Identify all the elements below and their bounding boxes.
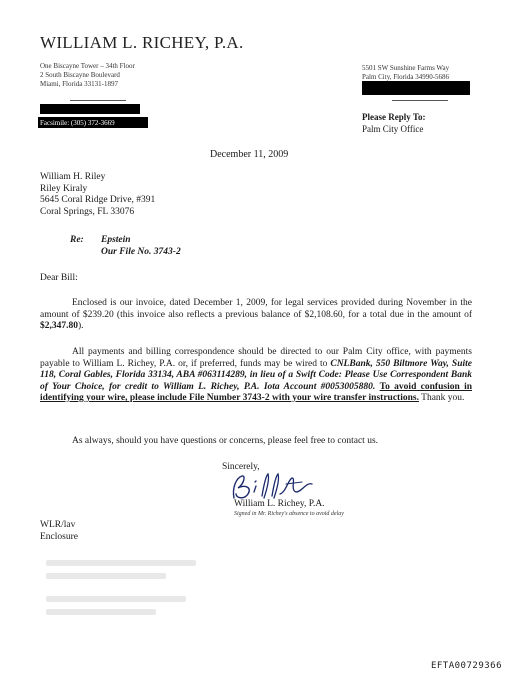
recipient-line: Coral Springs, FL 33076	[40, 206, 135, 217]
re-line: Epstein	[101, 235, 131, 245]
bleed-through-artifact	[46, 609, 156, 615]
recipient-line: William H. Riley	[40, 172, 106, 182]
firm-name: WILLIAM L. RICHEY, P.A.	[40, 33, 244, 52]
address-line: 2 South Biscayne Boulevard	[40, 71, 120, 79]
reply-to-block	[362, 111, 426, 135]
re-subject	[101, 235, 181, 258]
typist-initials-block	[40, 520, 78, 543]
bleed-through-artifact	[46, 560, 196, 566]
palm-city-office-address	[362, 64, 502, 82]
wire-bank-details: CNLBank, 550 Biltmore Way, Suite 118, Coral Gables, Florida 33134, ABA #063114289, in lieu of a Swift Code: Please Use Correspondent Bank of Your Choice, for credit to William L. Richey, P.A. Iota Account #0053005880.	[40, 358, 472, 392]
address-divider	[70, 100, 126, 101]
total-due-amount: $2,347.80	[40, 321, 78, 331]
signer-name: William L. Richey, P.A.	[234, 499, 325, 509]
redaction-bar	[362, 81, 470, 95]
paragraph-text: ).	[78, 321, 84, 331]
reply-office: Palm City Office	[362, 124, 424, 134]
bleed-through-artifact	[46, 573, 166, 579]
address-line: One Biscayne Tower – 34th Floor	[40, 62, 135, 70]
document-id: EFTA00729366	[430, 661, 502, 671]
typist-initials: WLR/lav	[40, 520, 76, 530]
recipient-address	[40, 172, 155, 218]
re-line: Our File No. 3743-2	[101, 246, 181, 257]
miami-office-address	[40, 62, 200, 89]
recipient-line: 5645 Coral Ridge Drive, #391	[40, 195, 156, 205]
facsimile-number: Facsimile: (305) 372-3669	[40, 119, 115, 127]
bleed-through-artifact	[46, 596, 186, 602]
enclosure-note: Enclosure	[40, 531, 78, 542]
reply-heading: Please Reply To:	[362, 112, 426, 122]
wire-reference-note: To avoid confusion in identifying your wire, please include File Number 3743-2 with your wire transfer instructions.	[40, 381, 472, 403]
closing-paragraph: As always, should you have questions or concerns, please feel free to contact us.	[72, 436, 379, 446]
letter-date: December 11, 2009	[210, 149, 289, 160]
address-line: Palm City, Florida 34990-5686	[362, 73, 450, 81]
redaction-bar	[40, 104, 140, 114]
recipient-line: Riley Kiraly	[40, 183, 88, 194]
salutation: Dear Bill:	[40, 273, 78, 283]
invoice-paragraph	[40, 298, 472, 333]
paragraph-text: Enclosed is our invoice, dated December 1, 2009, for legal services provided during November in the amount of $239.20 (this invoice also reflects a previous balance of $2,108.60, for a total due in the amount of	[40, 298, 472, 320]
address-divider	[392, 100, 448, 101]
re-label: Re:	[70, 235, 84, 245]
payment-instructions-paragraph	[40, 347, 472, 405]
sincerely-text: Sincerely,	[222, 462, 260, 472]
address-line: Miami, Florida 33131-1897	[40, 80, 118, 88]
paragraph-text: All payments and billing correspondence should be directed to our Palm City office, with payments payable to William L. Richey, P.A. or, if preferred, funds may be wired to	[40, 347, 472, 369]
paragraph-text: Thank you.	[418, 393, 465, 403]
signature-note: Signed in Mr. Richey's absence to avoid delay	[234, 511, 344, 517]
address-line: 5501 SW Sunshine Farms Way	[362, 64, 450, 72]
